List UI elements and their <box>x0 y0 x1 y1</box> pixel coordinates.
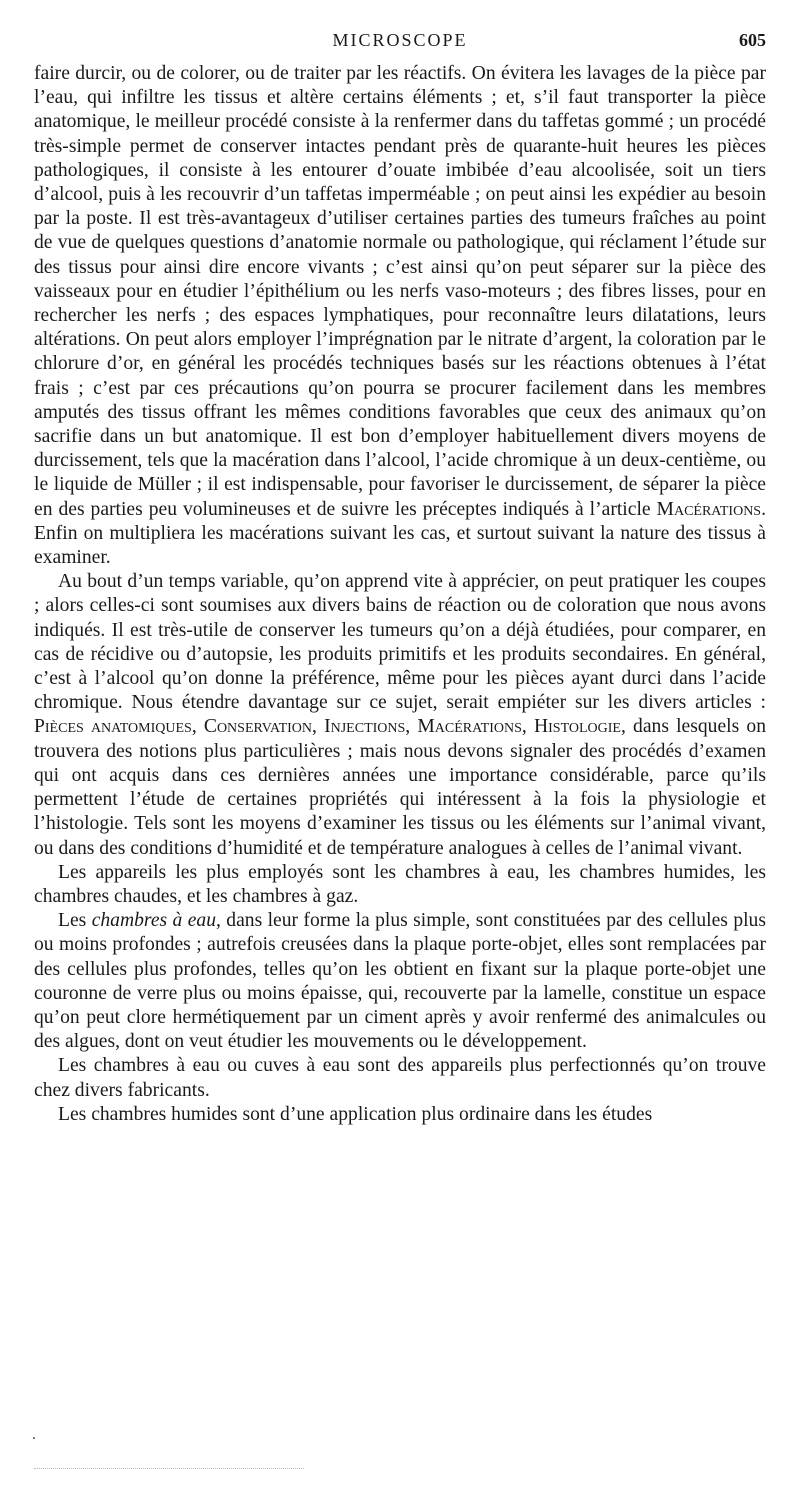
running-title: MICROSCOPE <box>332 30 468 50</box>
small-caps-reference: Histologie <box>533 716 621 738</box>
small-caps-reference: Macérations <box>417 716 522 738</box>
paragraph-5 <box>34 1054 766 1102</box>
print-speck <box>33 1437 35 1439</box>
text-run: Les chambres humides sont d’une application plus ordinaire dans les études <box>58 1103 653 1125</box>
paragraph-1 <box>34 62 766 570</box>
running-header <box>34 30 766 56</box>
body-text <box>34 62 766 1127</box>
text-run: , <box>405 716 418 738</box>
text-run: , <box>191 716 204 738</box>
paragraph-6 <box>34 1103 766 1127</box>
text-run: , dans lesquels on trouvera des notions plus particulières ; mais nous devons signaler des procédés d’examen qui ont acquis dans ces dernières années une importance considérable, parce qu’ils permettent l’étude de certaines propriétés qui intéressent à la fois la physiologie et l’histologie. Tels sont les moyens d’examiner les tissus ou les éléments sur l’animal vivant, ou dans des conditions d’humidité et de température analogues à celles de l’animal vivant. <box>34 716 766 859</box>
print-smudge <box>34 1468 304 1473</box>
small-caps-reference: Injections <box>324 716 406 738</box>
text-run: Les <box>58 910 92 932</box>
text-run: faire durcir, ou de colorer, ou de traiter par les réactifs. On évitera les lavages de la pièce par l’eau, qui infiltre les tissus et altère certains éléments ; et, s’il faut transporter la pièce anatomique, le meilleur procédé consiste à la renfermer dans du taffetas gommé ; un procédé très-simple permet de conserver intactes pendant près de quarante-huit heures les pièces pathologiques, il consiste à les entourer d’ouate imbibée d’eau alcoolisée, soit un tiers d’alcool, puis à les recouvrir d’un taffetas imperméable ; on peut ainsi les expédier au besoin par la poste. Il est très-avantageux d’utiliser certaines parties des tumeurs fraîches au point de vue de quelques questions d’anatomie normale ou pathologique, qui réclament l’étude sur des tissus pour ainsi dire encore vivants ; c’est ainsi qu’on peut séparer sur la pièce des vaisseaux pour en étudier l’épithélium ou les nerfs vaso-moteurs ; des fibres lisses, pour en rechercher les nerfs ; des espaces lymphatiques, pour reconnaître leurs dilatations, leurs altérations. On peut alors employer l’imprégnation par le nitrate d’argent, la coloration par le chlorure d’or, en général les procédés techniques basés sur les réactions obtenues à l’état frais ; c’est par ces précautions qu’on pourra se procurer facilement dans les membres amputés des tissus offrant les mêmes conditions favorables que ceux des animaux qu’on sacrifie dans un but anatomique. Il est bon d’employer habituellement divers moyens de durcissement, tels que la macération dans l’alcool, l’acide chromique à un deux-centième, ou le liquide de Müller ; il est indispensable, pour favoriser le durcissement, de séparer la pièce en des parties peu volumineuses et de suivre les préceptes indiqués à l’article <box>34 63 766 520</box>
text-run: , <box>521 716 534 738</box>
text-run: Les appareils les plus employés sont les chambres à eau, les chambres humides, les chambres chaudes, et les chambres à gaz. <box>34 861 766 907</box>
text-run: Au bout d’un temps variable, qu’on apprend vite à apprécier, on peut pratiquer les coupes ; alors celles-ci sont soumises aux divers bains de réaction ou de coloration que nous avons indiqués. Il est très-utile de conserver les tumeurs qu’on a déjà étudiées, pour comparer, en cas de récidive ou d’autopsie, les produits primitifs et les produits secondaires. En général, c’est à l’alcool qu’on donne la préférence, même pour les pièces ayant durci dans l’acide chromique. Nous étendre davantage sur ce sujet, serait empiéter sur les divers articles : <box>34 571 766 714</box>
text-run: Les chambres à eau ou cuves à eau sont des appareils plus perfectionnés qu’on trouve chez divers fabricants. <box>34 1055 766 1101</box>
text-run: , <box>312 716 325 738</box>
small-caps-reference: Macérations <box>656 498 762 520</box>
page-number: 605 <box>739 30 766 50</box>
small-caps-reference: Conservation <box>203 716 313 738</box>
paragraph-2 <box>34 570 766 860</box>
text-run: , dans leur forme la plus simple, sont constituées par des cellules plus ou moins profondes ; autrefois creusées dans la plaque porte-objet, elles sont remplacées par des cellules plus profondes, telles qu’on les obtient en fixant sur la plaque porte-objet une couronne de verre plus ou moins épaisse, qui, recouverte par la lamelle, constitue un espace qu’on peut clore hermétiquement par un ciment après y avoir renfermé des animalcules ou des algues, dont on veut étudier les mouvements ou le développement. <box>34 910 766 1053</box>
paragraph-3 <box>34 861 766 909</box>
paragraph-4 <box>34 909 766 1054</box>
text-run: . Enfin on multipliera les macérations suivant les cas, et surtout suivant la nature des tissus à examiner. <box>34 498 766 569</box>
small-caps-reference: Pièces anatomiques <box>34 716 192 738</box>
italic-term: chambres à eau <box>91 910 216 932</box>
